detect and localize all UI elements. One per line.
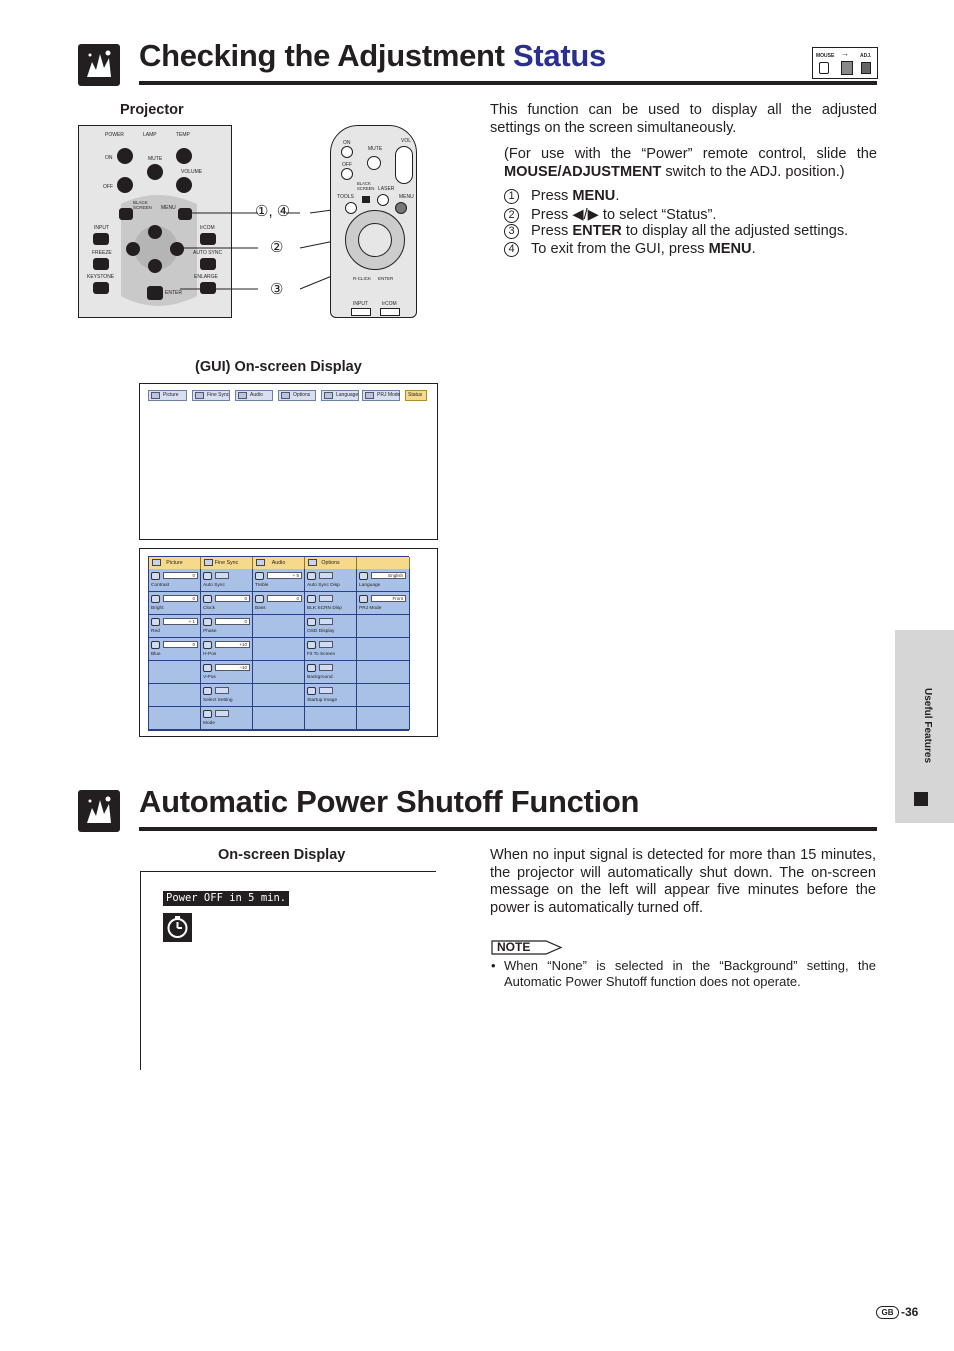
setting-value: +10 [215,641,250,648]
setting-name: Treble [255,583,269,588]
volume-down-button [176,177,192,193]
setting-icon [203,687,212,695]
status-cell [253,569,305,592]
step-4: 4 To exit from the GUI, press MENU. [504,241,756,257]
setting-value: Front [371,595,406,602]
status-cell [305,569,357,592]
status-cell [253,638,305,661]
gui-tab-prj-mode: PRJ Mode [362,390,400,401]
setting-name: Contrast [151,583,170,588]
setting-value: 0 [163,572,198,579]
step-3: 3 Press ENTER to display all the adjusted settings. [504,223,848,239]
setting-name: Select Setting [203,698,233,703]
step-2: 2 Press ◀/▶ to select “Status”. [504,206,716,223]
section-icon-2 [78,790,120,832]
enter-button [147,286,163,300]
volume-up-button [176,148,192,164]
remote-mute-button [367,156,381,170]
intro-paragraph: This function can be used to display all the adjusted settings on the screen simultaneously. [490,102,877,136]
setting-icon [307,595,316,603]
setting-value: 0 [163,641,198,648]
setting-name: Auto Sync [203,583,225,588]
setting-value [319,664,333,671]
setting-name: Mode [203,721,215,726]
gui-display-label: (GUI) On-screen Display [195,359,362,375]
tab-icon [308,559,317,566]
setting-icon [151,572,160,580]
status-cell [357,661,410,684]
status-cell [253,615,305,638]
side-tab-useful-features: Useful Features [895,630,954,823]
callout-1-4: ①, ④ [255,203,291,220]
status-cell [149,684,201,707]
status-column-header: Options [305,557,357,569]
title-rule [139,81,877,85]
status-cell [253,684,305,707]
setting-icon [203,710,212,718]
status-cell [357,638,410,661]
setting-value [319,618,333,625]
note-text: When “None” is selected in the “Background” setting, the Automatic Power Shutoff function does not operate. [504,958,876,989]
setting-icon [203,618,212,626]
status-column-header [357,557,410,569]
power-off-button [117,177,133,193]
tab-icon [152,559,161,566]
remote-on-button [341,146,353,158]
gui-tab-options: Options [278,390,316,401]
status-cell [253,592,305,615]
setting-icon [359,595,368,603]
page-number: -36 [901,1305,919,1319]
status-table-screen [139,548,438,737]
osd-label: On-screen Display [218,847,346,863]
note-bullet: • [491,958,496,973]
setting-name: H-Pos [203,652,217,657]
status-cell [357,707,410,730]
section-title-power-shutoff: Automatic Power Shutoff Function [139,784,640,819]
setting-name: PRJ Mode [359,606,382,611]
setting-name: Language [359,583,381,588]
setting-name: Bass [255,606,266,611]
setting-icon [307,687,316,695]
status-cell [357,615,410,638]
setting-value: 0 [163,595,198,602]
setting-icon [151,641,160,649]
setting-value: 0 [215,618,250,625]
setting-icon [255,572,264,580]
setting-icon [359,572,368,580]
setting-name: Auto Sync Disp [307,583,340,588]
status-cell [253,707,305,730]
status-cell [305,707,357,730]
status-cell [201,661,253,684]
setting-value [319,641,333,648]
status-cell [305,615,357,638]
projector-control-panel: POWER LAMP TEMP ON MUTE VOLUME OFF BLACK SCREEN MENU INPUT IrCOM FREEZE AUTO SYNC KEYSTONE ENLARGE ENTER [78,125,232,318]
setting-icon [307,641,316,649]
status-cell [357,569,410,592]
gui-tab-picture: Picture [148,390,187,401]
status-cell [201,707,253,730]
up-arrow-button [148,225,162,239]
status-cell [149,569,201,592]
callout-2: ② [270,239,284,256]
setting-icon [203,572,212,580]
status-cell [149,638,201,661]
down-arrow-button [148,259,162,273]
status-cell [305,684,357,707]
setting-name: V-Pos [203,675,216,680]
setting-name: Red [151,629,160,634]
mouse-adj-switch-icon: MOUSE ADJ. → [812,47,878,79]
keystone-button [93,282,109,294]
status-cell [305,638,357,661]
black-screen-button [119,208,133,220]
status-cell [305,592,357,615]
setting-value: + 1 [163,618,198,625]
status-column-header: Fine Sync [201,557,253,569]
setting-value: English [371,572,406,579]
status-cell [201,684,253,707]
status-cell [149,615,201,638]
projector-label: Projector [120,102,184,118]
mute-button [147,164,163,180]
setting-value: 0 [267,595,302,602]
setting-value [319,572,333,579]
left-arrow-button [126,242,140,256]
callout-3: ③ [270,281,284,298]
status-cell [201,615,253,638]
input-button [93,233,109,245]
setting-value: 0 [215,595,250,602]
gui-tab-audio: Audio [235,390,273,401]
setting-icon [255,595,264,603]
section-icon [78,44,120,86]
setting-name: Clock [203,606,215,611]
osd-frame [140,871,436,1070]
remote-note-paragraph: (For use with the “Power” remote control, slide the MOUSE/ADJUSTMENT switch to the ADJ. position.) [504,146,877,180]
setting-name: OSD Display [307,629,335,634]
status-cell [253,661,305,684]
section-title-checking-status: Checking the Adjustment Status [139,38,606,73]
status-cell [201,569,253,592]
status-column-header: Audio [253,557,305,569]
region-badge: GB [876,1306,899,1319]
gui-tab-language: Language [321,390,359,401]
gui-tab-fine-sync: Fine Sync [192,390,230,401]
setting-value [319,595,333,602]
setting-icon [203,664,212,672]
setting-icon [203,641,212,649]
setting-value [215,687,229,694]
remote-control: ON OFF MUTE VOL TOOLS BLACK SCREEN LASER MENU R-CLICK ENTER INPUT IrCOM [330,125,417,318]
setting-icon [307,618,316,626]
power-on-button [117,148,133,164]
osd-power-off-message: Power OFF in 5 min. [163,891,289,906]
setting-icon [307,572,316,580]
setting-name: Bright [151,606,164,611]
tab-icon [204,559,213,566]
freeze-button [93,258,109,270]
shutoff-paragraph: When no input signal is detected for more than 15 minutes, the projector will automatically shut down. The on-screen message on the left will appear five minutes before the power is automatically turned off. [490,847,876,916]
setting-icon [203,595,212,603]
setting-icon [151,595,160,603]
setting-name: Background [307,675,333,680]
status-cell [149,707,201,730]
status-cell [305,661,357,684]
setting-name: Phase [203,629,217,634]
setting-value [319,687,333,694]
note-badge: NOTE [491,940,563,955]
gui-menu-screen [139,383,438,540]
remote-off-button [341,168,353,180]
remote-volume-rocker [395,146,413,184]
timer-icon [163,913,192,942]
section-tab-icon [914,792,928,806]
remote-joystick [345,210,405,270]
setting-icon [151,618,160,626]
gui-tab-status: Status [405,390,427,401]
setting-name: Fit To Screen [307,652,336,657]
setting-value: + 5 [267,572,302,579]
status-column-header: Picture [149,557,201,569]
status-table [148,556,409,731]
setting-value [215,710,229,717]
setting-value: −10 [215,664,250,671]
setting-name: Startup Image [307,698,338,703]
status-cell [149,592,201,615]
setting-icon [307,664,316,672]
status-cell [357,684,410,707]
status-cell [201,638,253,661]
status-cell [357,592,410,615]
step-1: 1 Press MENU. [504,188,619,204]
tab-icon [256,559,265,566]
setting-value [215,572,229,579]
status-cell [149,661,201,684]
title-rule-2 [139,827,877,831]
setting-name: BLK SCRN Disp [307,606,342,611]
status-cell [201,592,253,615]
setting-name: Blue [151,652,161,657]
